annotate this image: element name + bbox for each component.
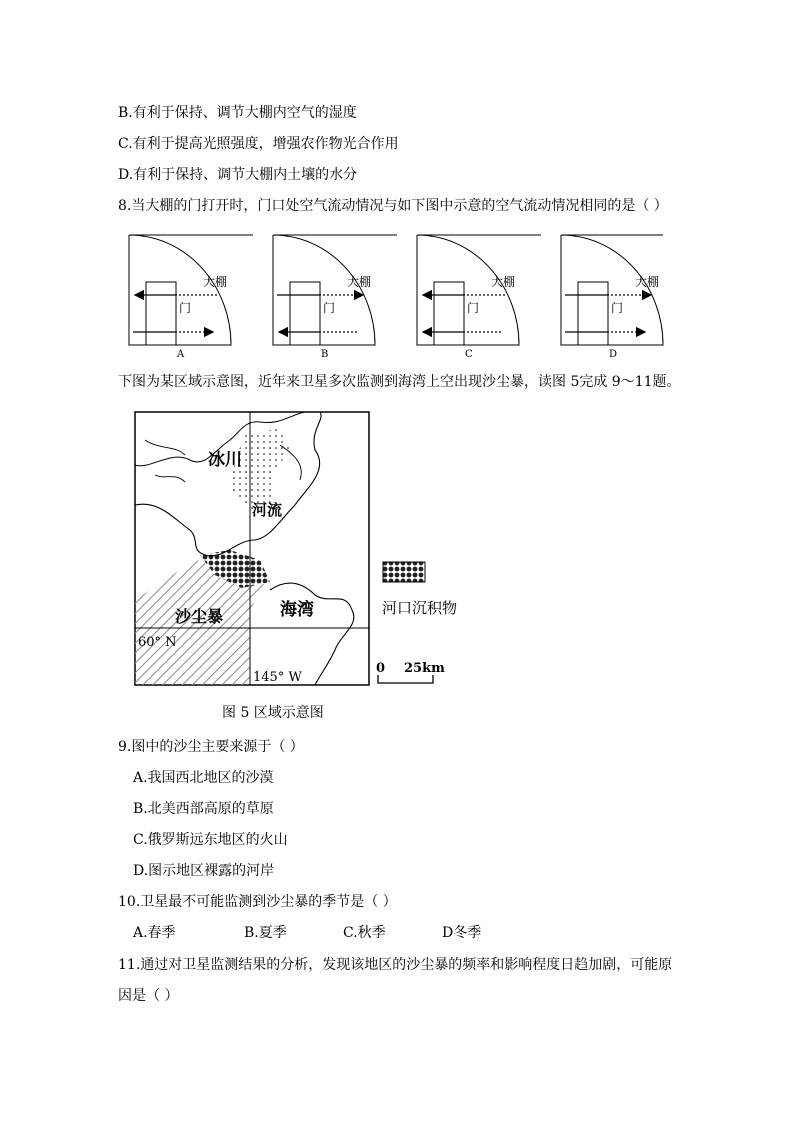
question-9-option-d: D.图示地区裸露的河岸 xyxy=(133,863,275,879)
question-10-option-d: D冬季 xyxy=(442,925,482,941)
region-map xyxy=(130,410,490,692)
diagram-label: D xyxy=(609,349,618,360)
diagram-label: C xyxy=(465,349,473,360)
shed-label: 大棚 xyxy=(203,275,228,289)
diagram-label: B xyxy=(321,349,329,360)
diagram-a-figure xyxy=(127,229,253,359)
glacier-label: 冰川 xyxy=(208,450,242,470)
option-c-text: C.有利于提高光照强度，增强农作物光合作用 xyxy=(118,136,399,152)
shed-label: 大棚 xyxy=(491,275,516,289)
latitude-label: 60° N xyxy=(138,635,177,650)
river-label: 河流 xyxy=(252,501,283,519)
question-10-option-b: B.夏季 xyxy=(244,925,287,941)
question-8-stem: 8.当大棚的门打开时，门口处空气流动情况与如下图中示意的空气流动情况相同的是（ ） xyxy=(118,198,668,214)
diagram-d xyxy=(559,229,685,359)
question-11-stem-line2: 因是（ ） xyxy=(118,988,179,1004)
shed-label: 大棚 xyxy=(635,275,660,289)
dust-storm-label: 沙尘暴 xyxy=(175,607,224,626)
shed-label: 大棚 xyxy=(347,275,372,289)
question-10-options xyxy=(133,923,481,943)
legend-swatch xyxy=(383,562,425,582)
intro-text: 下图为某区域示意图，近年来卫星多次监测到海湾上空出现沙尘暴，读图 5完成 9～11题。 xyxy=(118,374,681,390)
question-10-stem: 10.卫星最不可能监测到沙尘暴的季节是（ ） xyxy=(118,894,397,910)
longitude-label: 145° W xyxy=(253,670,302,685)
question-10-option-c: C.秋季 xyxy=(343,925,386,941)
question-9-stem: 9.图中的沙尘主要来源于（ ） xyxy=(118,739,304,755)
diagram-c-figure xyxy=(415,229,541,359)
option-b-text: B.有利于保持、调节大棚内空气的湿度 xyxy=(118,105,357,121)
question-9-option-a: A.我国西北地区的沙漠 xyxy=(133,770,274,786)
question-9-option-c: C.俄罗斯远东地区的火山 xyxy=(133,832,288,848)
door-label: 门 xyxy=(179,301,192,315)
legend-label: 河口沉积物 xyxy=(382,599,458,617)
option-d-text: D.有利于保持、调节大棚内土壤的水分 xyxy=(118,167,358,183)
scale-zero: 0 xyxy=(376,661,386,676)
bay-label: 海湾 xyxy=(280,600,314,620)
diagram-c xyxy=(415,229,541,359)
diagram-d-figure xyxy=(559,229,685,359)
diagram-b-figure xyxy=(271,229,397,359)
diagram-b xyxy=(271,229,397,359)
scale-bar xyxy=(378,675,433,683)
figure-caption: 图 5 区域示意图 xyxy=(222,705,324,721)
door-label: 门 xyxy=(467,301,480,315)
question-10-option-a: A.春季 xyxy=(133,925,176,941)
region-map-figure xyxy=(130,410,490,692)
scale-label: 25km xyxy=(404,661,445,676)
door-label: 门 xyxy=(323,301,336,315)
diagram-a xyxy=(127,229,253,359)
question-11-stem-line1: 11.通过对卫星监测结果的分析，发现该地区的沙尘暴的频率和影响程度日趋加剧，可能原 xyxy=(118,957,673,973)
door-label: 门 xyxy=(611,301,624,315)
question-9-option-b: B.北美西部高原的草原 xyxy=(133,801,274,817)
diagram-label: A xyxy=(177,349,185,360)
